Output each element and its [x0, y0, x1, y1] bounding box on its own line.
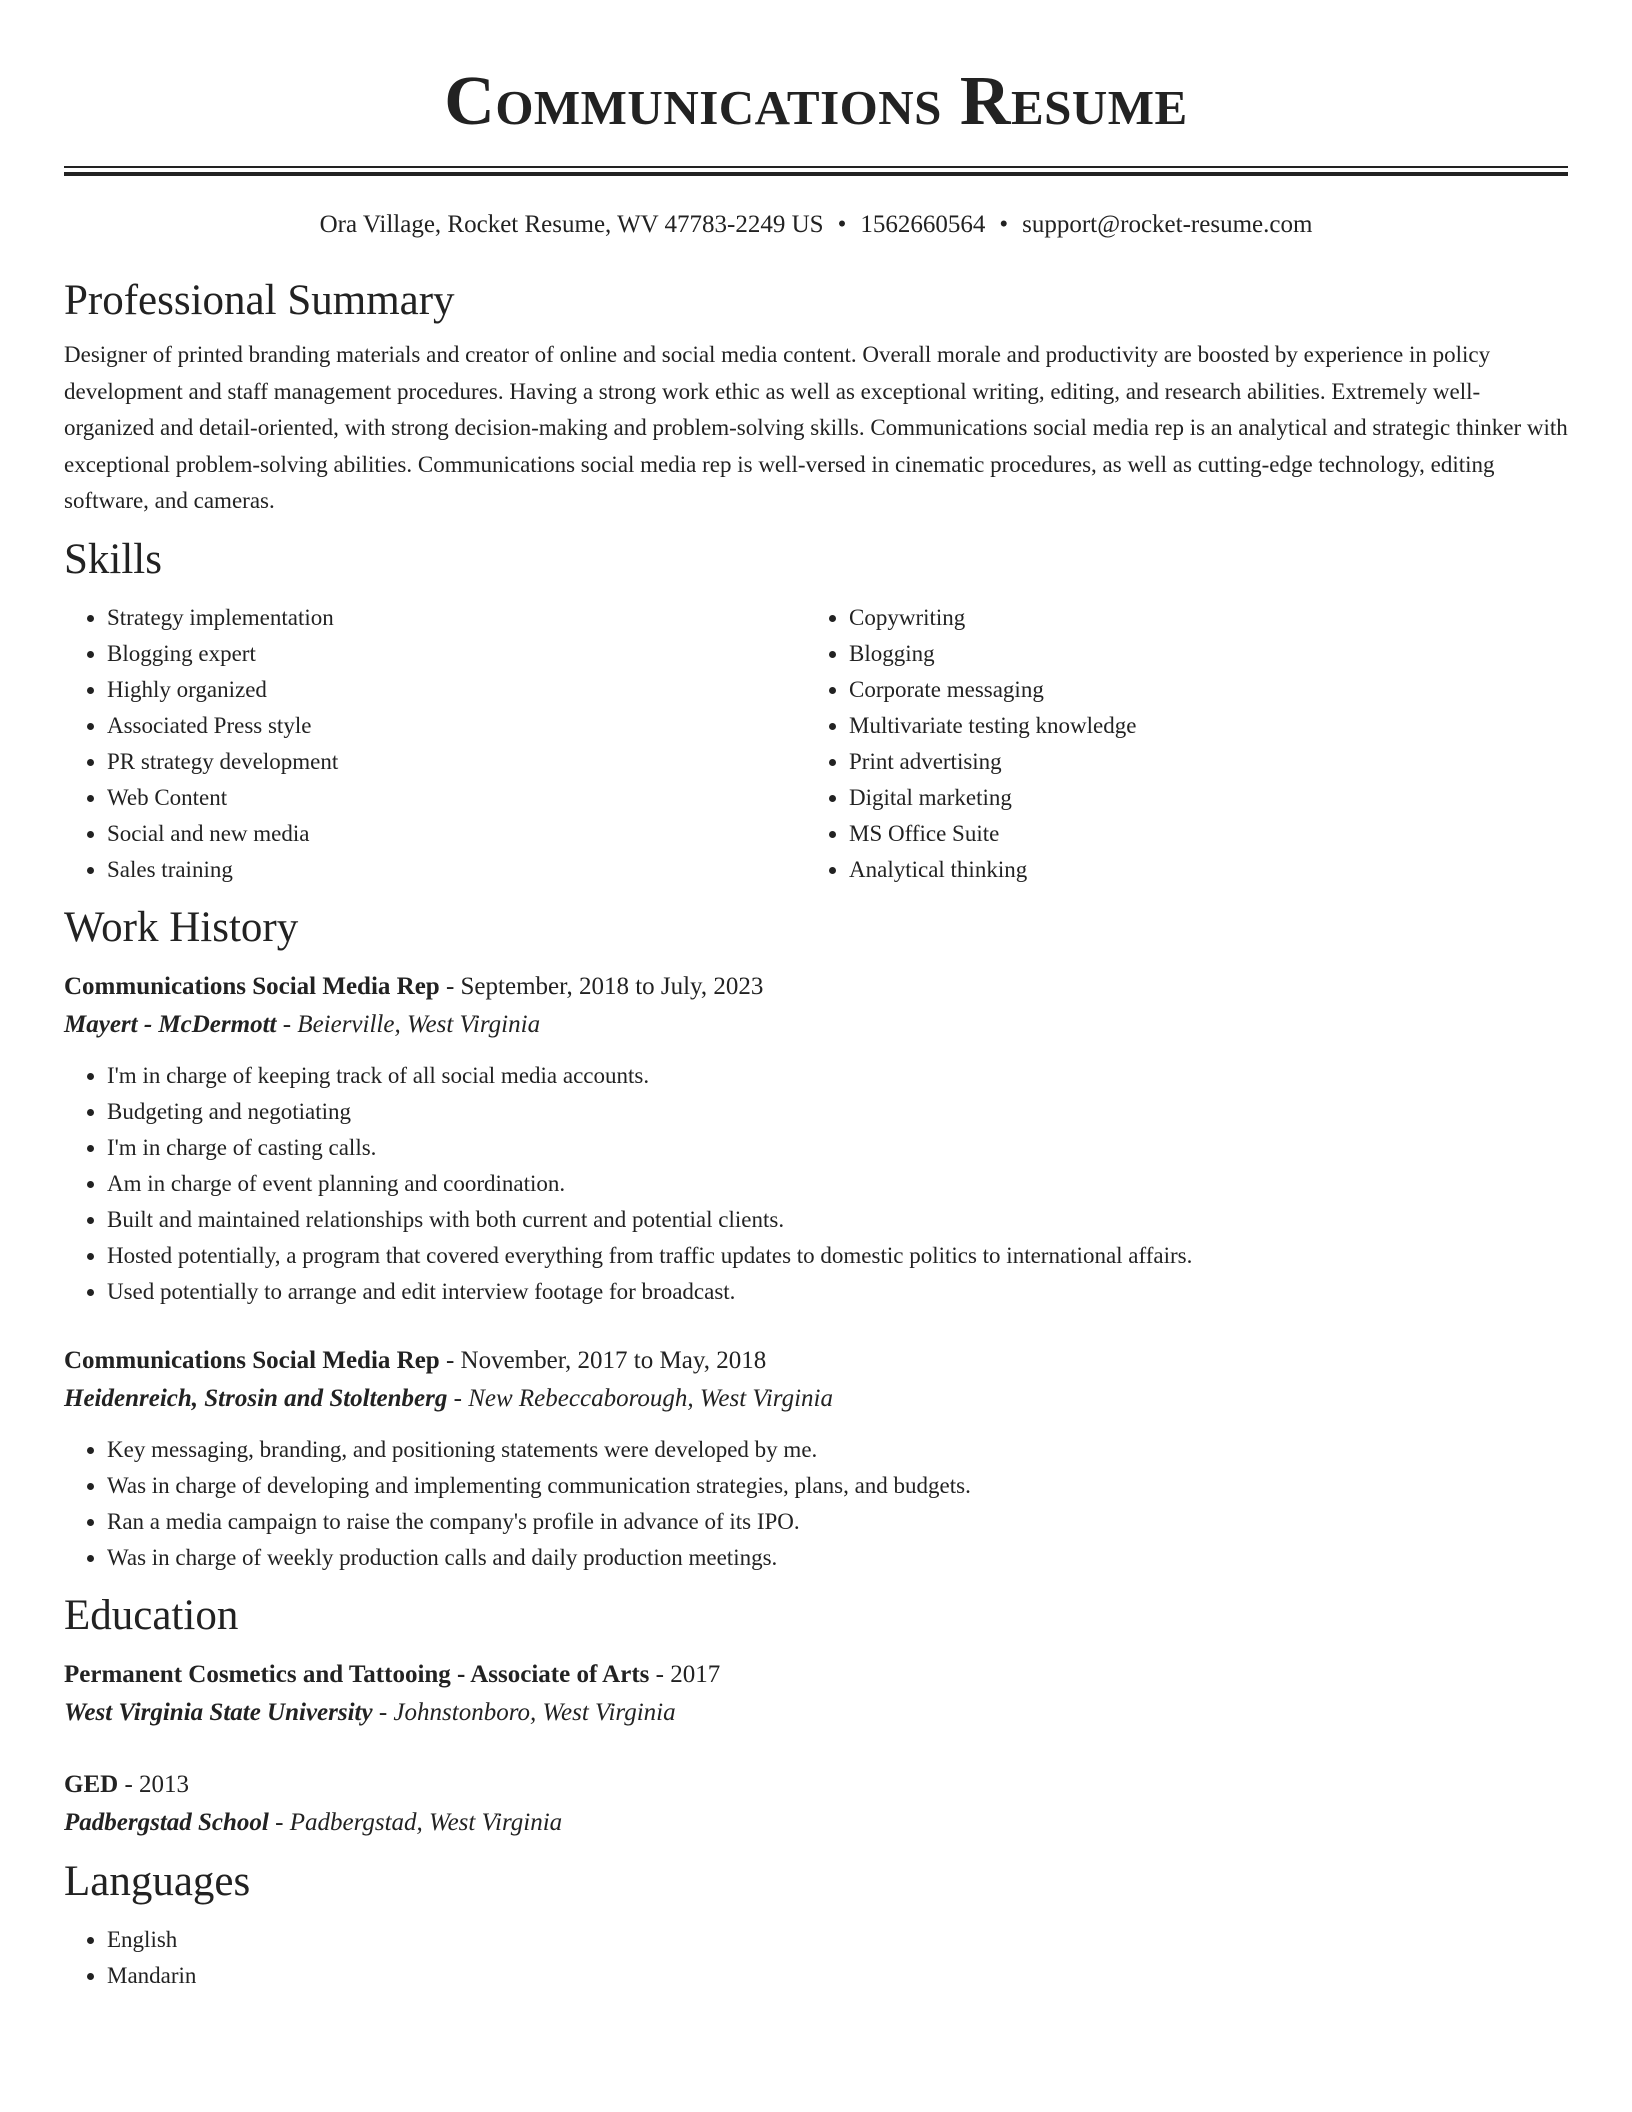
employer-location: Beierville, West Virginia [297, 1010, 541, 1038]
job-bullet: • Used potentially to arrange and edit interview footage for broadcast. [107, 1274, 1568, 1310]
education-entry [64, 1766, 1568, 1842]
contact-phone: 1562660564 [860, 211, 986, 238]
job-bullet: • Budgeting and negotiating [107, 1094, 1568, 1130]
skill-item: • Social and new media [107, 816, 806, 852]
section-heading-skills: Skills [64, 535, 162, 583]
school-location: Padbergstad, West Virginia [289, 1808, 563, 1836]
skill-item: • Print advertising [849, 744, 1548, 780]
degree-line [64, 1656, 1568, 1694]
job-bullets [64, 1058, 1568, 1310]
school-line [64, 1694, 1568, 1732]
job-bullet: • Ran a media campaign to raise the company's profile in advance of its IPO. [107, 1504, 1568, 1540]
languages-list [64, 1922, 1568, 1994]
contact-line [64, 209, 1568, 241]
skill-item: • Highly organized [107, 672, 806, 708]
job-title: Communications Social Media Rep [64, 1346, 440, 1374]
contact-separator: • [999, 211, 1009, 238]
skills-grid [64, 600, 1568, 888]
contact-address: Ora Village, Rocket Resume, WV 47783-2249 US [319, 211, 824, 238]
section-heading-summary: Professional Summary [64, 277, 455, 324]
school-location: Johnstonboro, West Virginia [393, 1698, 676, 1726]
dash: - [649, 1660, 671, 1688]
language-item: • Mandarin [107, 1958, 1568, 1994]
resume-page [64, 0, 1568, 1994]
school-name: West Virginia State University [64, 1698, 373, 1726]
employer-location: New Rebeccaborough, West Virginia [468, 1384, 833, 1412]
job-dates: September, 2018 to July, 2023 [460, 972, 764, 1000]
degree-year: 2013 [139, 1770, 190, 1798]
section-heading-languages: Languages [64, 1857, 251, 1905]
job-title: Communications Social Media Rep [64, 972, 440, 1000]
contact-separator: • [837, 211, 847, 238]
dash: - [447, 1384, 469, 1412]
dash: - [372, 1698, 394, 1726]
skill-item: • Corporate messaging [849, 672, 1548, 708]
dash: - [268, 1808, 290, 1836]
skills-list-left [64, 600, 806, 888]
job-bullet: • Was in charge of weekly production calls and daily production meetings. [107, 1540, 1568, 1576]
job-entry [64, 1342, 1568, 1576]
job-bullets [64, 1432, 1568, 1576]
dash: - [439, 972, 461, 1000]
skill-item: • Analytical thinking [849, 852, 1548, 888]
school-line [64, 1804, 1568, 1842]
section-heading-work-history: Work History [64, 903, 299, 951]
skill-item: • Sales training [107, 852, 806, 888]
dash: - [276, 1010, 298, 1038]
job-bullet: • Am in charge of event planning and coordination. [107, 1166, 1568, 1202]
skill-item: • Strategy implementation [107, 600, 806, 636]
degree-year: 2017 [670, 1660, 721, 1688]
language-item: • English [107, 1922, 1568, 1958]
education-entry [64, 1656, 1568, 1732]
skill-item: • Digital marketing [849, 780, 1548, 816]
skill-item: • Blogging expert [107, 636, 806, 672]
employer-name: Mayert - McDermott [64, 1010, 277, 1038]
resume-title: Communications Resume [444, 63, 1188, 140]
title-divider [64, 166, 1568, 176]
skill-item: • Web Content [107, 780, 806, 816]
employer-name: Heidenreich, Strosin and Stoltenberg [64, 1384, 448, 1412]
skills-list-right [806, 600, 1548, 888]
job-dates: November, 2017 to May, 2018 [460, 1346, 767, 1374]
job-bullet: • I'm in charge of keeping track of all social media accounts. [107, 1058, 1568, 1094]
skill-item: • PR strategy development [107, 744, 806, 780]
school-name: Padbergstad School [64, 1808, 269, 1836]
job-bullet: • Built and maintained relationships with both current and potential clients. [107, 1202, 1568, 1238]
employer-line [64, 1006, 1568, 1044]
job-bullet: • I'm in charge of casting calls. [107, 1130, 1568, 1166]
degree-name: Permanent Cosmetics and Tattooing - Associate of Arts [64, 1660, 650, 1688]
section-heading-education: Education [64, 1591, 239, 1639]
summary-paragraph: Designer of printed branding materials and creator of online and social media content. Overall morale and productivity are boosted by experience in policy development and staff management procedures. Having a strong work ethic as well as exceptional writing, editing, and research abilities. Extremely well-organized and detail-oriented, with strong decision-making and problem-solving skills. Communications social media rep is an analytical and strategic thinker with exceptional problem-solving abilities. Communications social media rep is well-versed in cinematic procedures, as well as cutting-edge technology, editing software, and cameras. [64, 342, 1568, 513]
job-bullet: • Was in charge of developing and implementing communication strategies, plans, and budgets. [107, 1468, 1568, 1504]
skill-item: • Copywriting [849, 600, 1548, 636]
dash: - [439, 1346, 461, 1374]
job-title-line [64, 1342, 1568, 1380]
dash: - [118, 1770, 140, 1798]
skill-item: • Multivariate testing knowledge [849, 708, 1548, 744]
job-entry [64, 968, 1568, 1310]
employer-line [64, 1380, 1568, 1418]
skill-item: • Associated Press style [107, 708, 806, 744]
skill-item: • Blogging [849, 636, 1548, 672]
job-bullet: • Key messaging, branding, and positioning statements were developed by me. [107, 1432, 1568, 1468]
skill-item: • MS Office Suite [849, 816, 1548, 852]
contact-email[interactable]: support@rocket-resume.com [1022, 211, 1313, 238]
job-bullet: • Hosted potentially, a program that covered everything from traffic updates to domestic politics to international affairs. [107, 1238, 1568, 1274]
degree-line [64, 1766, 1568, 1804]
job-title-line [64, 968, 1568, 1006]
degree-name: GED [64, 1770, 119, 1798]
